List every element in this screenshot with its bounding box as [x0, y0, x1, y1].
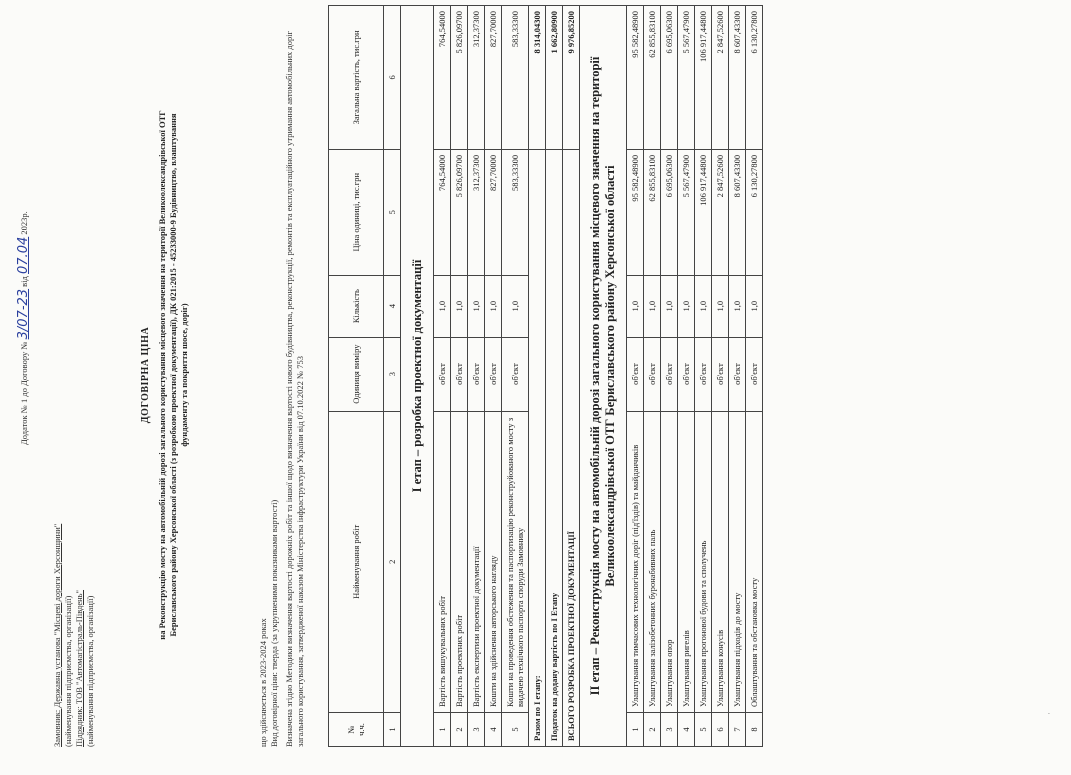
total-cost: 95 582,48900 — [627, 6, 644, 150]
col-number: 1 — [384, 713, 401, 747]
unit-price: 62 855,83100 — [644, 149, 661, 275]
price-type-note: Вид договірної ціни: тверда (за укрупненими показниками вартості) — [269, 499, 279, 747]
row-number: 4 — [678, 713, 695, 747]
quantity: 1,0 — [746, 275, 763, 337]
work-name: Улаштування залізобетонних буронабивних паль — [644, 411, 661, 713]
total-cost: 6 130,27800 — [746, 6, 763, 150]
table-row — [729, 6, 746, 747]
col-header: Одиниця виміру — [329, 337, 384, 411]
annex-prefix: Додаток № 1 до Договору № — [19, 341, 29, 445]
stage2-rows — [627, 6, 763, 747]
unit: об'єкт — [695, 337, 712, 411]
column-number-row — [384, 6, 401, 747]
total-cost: 5 567,47900 — [678, 6, 695, 150]
row-number: 5 — [502, 713, 529, 747]
stage1-sum-row — [529, 6, 546, 747]
table-row — [434, 6, 451, 747]
page-title: ДОГОВІРНА ЦІНА — [140, 326, 151, 424]
table-row — [746, 6, 763, 747]
total-cost: 62 855,83100 — [644, 6, 661, 150]
unit: об'єкт — [678, 337, 695, 411]
col-number: 4 — [384, 275, 401, 337]
unit-price: 8 607,43300 — [729, 149, 746, 275]
work-name: Вартість проектних робіт — [451, 411, 468, 713]
contractor-line: Підрядник: ТОВ "Автомагістраль-Південь" — [74, 589, 84, 747]
vat-row — [546, 6, 563, 747]
unit-price: 2 847,52600 — [712, 149, 729, 275]
vat-label: Податок на додану вартість по І Етапу — [546, 149, 563, 746]
quantity: 1,0 — [661, 275, 678, 337]
table-header-row — [329, 6, 384, 747]
row-number: 1 — [627, 713, 644, 747]
row-number: 3 — [468, 713, 485, 747]
total-cost: 106 917,44800 — [695, 6, 712, 150]
parties-block — [52, 524, 96, 747]
unit: об'єкт — [468, 337, 485, 411]
row-number: 4 — [485, 713, 502, 747]
col-header: Загальна вартість, тис.грн — [329, 6, 384, 150]
total-cost: 6 695,06300 — [661, 6, 678, 150]
unit: об'єкт — [627, 337, 644, 411]
work-name: Облаштування та обстановка мосту — [746, 411, 763, 713]
quantity: 1,0 — [729, 275, 746, 337]
work-name: Улаштування ригелів — [678, 411, 695, 713]
total-cost: 827,70000 — [485, 6, 502, 150]
unit: об'єкт — [434, 337, 451, 411]
title-block — [140, 95, 190, 655]
stage1-sum-value: 8 314,04300 — [529, 6, 546, 150]
customer-line: Замовник: Державна установа "Місцеві дороги Херсонщини" — [52, 523, 62, 747]
date-mid: від — [19, 276, 29, 287]
work-name: Улаштування конусів — [712, 411, 729, 713]
unit-price: 95 582,48900 — [627, 149, 644, 275]
row-number: 3 — [661, 713, 678, 747]
col-number: 6 — [384, 6, 401, 150]
table-row — [627, 6, 644, 747]
unit-price: 764,54000 — [434, 149, 451, 275]
row-number: 8 — [746, 713, 763, 747]
table-row — [485, 6, 502, 747]
total-cost: 312,37300 — [468, 6, 485, 150]
stage1-sum-label: Разом по І етапу: — [529, 149, 546, 746]
scan-mark: · — [1044, 712, 1054, 715]
unit: об'єкт — [644, 337, 661, 411]
stage2-title: ІІ етап – Реконструкція мосту на автомобільній дорозі загального користування місцевого значення на території Великоолександрівської ОТГ Бериславського району Херсонської області — [580, 6, 627, 747]
unit-price: 106 917,44800 — [695, 149, 712, 275]
col-number: 3 — [384, 337, 401, 411]
quantity: 1,0 — [627, 275, 644, 337]
table-row — [695, 6, 712, 747]
unit: об'єкт — [746, 337, 763, 411]
work-name: Кошти на здійснення авторського нагляду — [485, 411, 502, 713]
total-cost: 2 847,52600 — [712, 6, 729, 150]
year-suffix: 2023р. — [19, 211, 29, 235]
unit-price: 6 130,27800 — [746, 149, 763, 275]
page-subtitle: на Реконструкцію мосту на автомобільній дорозі загального користування місцевого значення на території Великоолександрівської ОТГ Бериславського району Херсонської області (з розробкою проектної документації), ДК 021:2015 - 45233000-9 Будівництво, влаштування фундаменту та покриття шосе, доріг) — [157, 110, 189, 640]
quantity: 1,0 — [712, 275, 729, 337]
work-name: Улаштування підходів до мосту — [729, 411, 746, 713]
notes-block — [258, 7, 306, 747]
quantity: 1,0 — [644, 275, 661, 337]
unit-price: 827,70000 — [485, 149, 502, 275]
stage1-rows — [434, 6, 529, 747]
unit: об'єкт — [502, 337, 529, 411]
col-number: 5 — [384, 149, 401, 275]
vat-value: 1 662,80900 — [546, 6, 563, 150]
work-name: Улаштування опор — [661, 411, 678, 713]
work-name: Улаштування тимчасових технологічних доріг (під'їздів) та майданчиків — [627, 411, 644, 713]
col-header: Найменування робіт — [329, 411, 384, 713]
row-number: 5 — [695, 713, 712, 747]
quantity: 1,0 — [485, 275, 502, 337]
design-total-row — [563, 6, 580, 747]
row-number: 2 — [451, 713, 468, 747]
work-name: Кошти на проведення обстеження та паспортизацію реконструйованого мосту з видачею технічного паспорта споруди Замовнику — [502, 411, 529, 713]
unit-price: 5 567,47900 — [678, 149, 695, 275]
table-row — [678, 6, 695, 747]
unit-price: 312,37300 — [468, 149, 485, 275]
total-cost: 8 607,43300 — [729, 6, 746, 150]
unit: об'єкт — [451, 337, 468, 411]
work-name: Вартість вишукувальних робіт — [434, 411, 451, 713]
quantity: 1,0 — [695, 275, 712, 337]
unit-price: 6 695,06300 — [661, 149, 678, 275]
col-header: Кількість — [329, 275, 384, 337]
design-total-value: 9 976,85200 — [563, 6, 580, 150]
stage1-title: І етап – розробка проектної документації — [401, 6, 434, 747]
stage2-title-row — [580, 6, 627, 747]
row-number: 6 — [712, 713, 729, 747]
total-cost: 764,54000 — [434, 6, 451, 150]
unit: об'єкт — [712, 337, 729, 411]
table-row — [502, 6, 529, 747]
table-row — [468, 6, 485, 747]
quantity: 1,0 — [434, 275, 451, 337]
quantity: 1,0 — [678, 275, 695, 337]
row-number: 2 — [644, 713, 661, 747]
unit: об'єкт — [729, 337, 746, 411]
period-note: що здійснюється в 2023-2024 роках — [258, 618, 268, 747]
table-row — [451, 6, 468, 747]
contractor-caption: (найменування підприємства, організації) — [85, 595, 95, 747]
col-number: 2 — [384, 411, 401, 713]
table-row — [644, 6, 661, 747]
contract-number-handwritten: 3/07-23 — [16, 288, 31, 340]
unit: об'єкт — [661, 337, 678, 411]
row-number: 1 — [434, 713, 451, 747]
table-row — [661, 6, 678, 747]
price-table — [328, 5, 763, 747]
work-name: Вартість експертизи проектної документації — [468, 411, 485, 713]
basis-note: Визначена згідно Методики визначення вартості дорожніх робіт та іншої щодо визначення вартості нового будівництва, реконструкції, ремонтів та експлуатаційного утримання автомобільних доріг загального користування, затвердженої наказом Міністерства інфраструктури України від 07.10.2022 № 753 — [284, 30, 305, 747]
col-header: Ціна одиниці, тис.грн — [329, 149, 384, 275]
date-handwritten: 07.04 — [16, 236, 31, 274]
quantity: 1,0 — [502, 275, 529, 337]
quantity: 1,0 — [451, 275, 468, 337]
unit-price: 583,33300 — [502, 149, 529, 275]
total-cost: 5 826,09700 — [451, 6, 468, 150]
annex-line — [18, 211, 30, 445]
total-cost: 583,33300 — [502, 6, 529, 150]
table-row — [712, 6, 729, 747]
stage1-title-row — [401, 6, 434, 747]
row-number: 7 — [729, 713, 746, 747]
unit-price: 5 826,09700 — [451, 149, 468, 275]
customer-caption: (найменування підприємства, організації) — [63, 595, 73, 747]
quantity: 1,0 — [468, 275, 485, 337]
col-header: № ч.ч. — [329, 713, 384, 747]
design-total-label: ВСЬОГО РОЗРОБКА ПРОЕКТНОЇ ДОКУМЕНТАЦІЇ — [563, 149, 580, 746]
unit: об'єкт — [485, 337, 502, 411]
work-name: Улаштування прогонової будови та сполучень — [695, 411, 712, 713]
